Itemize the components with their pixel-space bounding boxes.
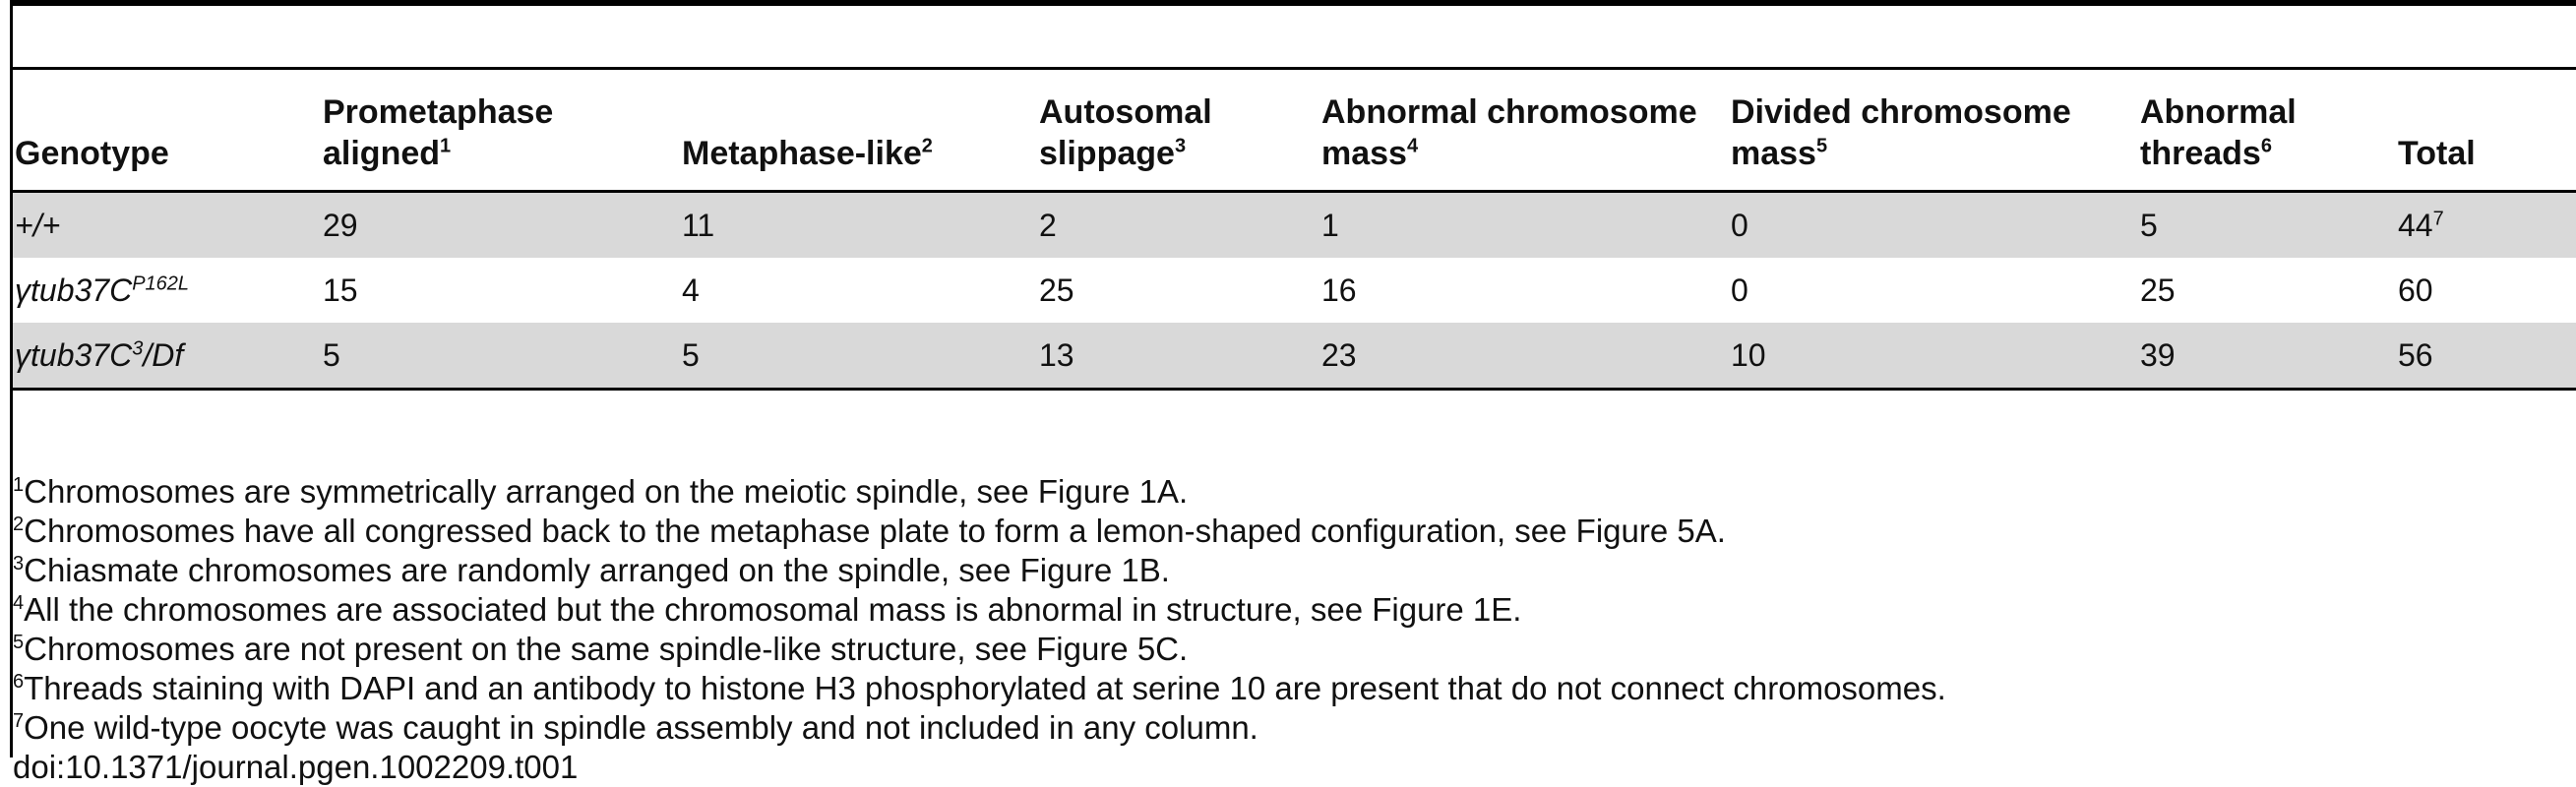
col-header-abnormal-mass: Abnormal chromosome mass$^4$: [1321, 93, 1697, 172]
col-header-total: Total: [2398, 135, 2476, 172]
value-cell: 5: [321, 323, 680, 390]
value-cell: 15: [323, 272, 358, 308]
footnote: $^3$Chiasmate chromosomes are randomly arranged on the spindle, see Figure 1B.: [13, 552, 1170, 588]
table-top-rule: [10, 0, 2576, 6]
value-cell: 0: [1729, 192, 2138, 259]
genotype-cell: $\gamma tub37C^{P162L}$: [15, 272, 190, 308]
col-header-genotype: Genotype: [15, 135, 169, 172]
value-cell: 25: [1039, 272, 1074, 308]
footnote: $^7$One wild-type oocyte was caught in spindle assembly and not included in any column.: [13, 709, 1258, 746]
value-cell: 4: [682, 272, 700, 308]
value-cell: 2: [1037, 192, 1319, 259]
value-cell: 13: [1037, 323, 1319, 390]
value-cell: 5: [2138, 192, 2396, 259]
header-row: [13, 69, 2576, 192]
value-cell: 1: [1319, 192, 1729, 259]
value-cell: 29: [321, 192, 680, 259]
table-row: [13, 323, 2576, 390]
value-cell: 23: [1319, 323, 1729, 390]
total-cell: 60: [2398, 272, 2433, 308]
footnote: $^5$Chromosomes are not present on the same spindle-like structure, see Figure 5C.: [13, 631, 1189, 667]
value-cell: 5: [680, 323, 1037, 390]
data-table-container: [13, 67, 2576, 391]
col-header-metaphase-like: Metaphase-like$^2$: [682, 135, 933, 172]
col-header-divided-mass: Divided chromosome mass$^5$: [1731, 93, 2071, 172]
table-row: [13, 192, 2576, 259]
footnote: $^1$Chromosomes are symmetrically arranged on the meiotic spindle, see Figure 1A.: [13, 473, 1189, 510]
col-header-prometaphase: Prometaphase aligned$^1$: [323, 93, 554, 172]
value-cell: 16: [1321, 272, 1357, 308]
value-cell: 25: [2140, 272, 2176, 308]
data-table: [13, 67, 2576, 391]
value-cell: 11: [680, 192, 1037, 259]
footnote: $^4$All the chromosomes are associated but the chromosomal mass is abnormal in structure, see Figure 1E.: [13, 591, 1522, 628]
genotype-cell: +/+: [13, 192, 321, 259]
col-header-autosomal-slippage: Autosomal slippage$^3$: [1039, 93, 1212, 172]
table-row: [13, 258, 2576, 323]
doi-link[interactable]: doi:10.1371/journal.pgen.1002209.t001: [13, 749, 579, 785]
value-cell: 39: [2138, 323, 2396, 390]
footnote: $^6$Threads staining with DAPI and an antibody to histone H3 phosphorylated at serine 10 are present that do not connect chromosomes.: [13, 670, 1946, 706]
table-footnotes: [13, 472, 2571, 787]
genotype-cell: $\gamma tub37C^3/Df$: [13, 323, 321, 390]
total-cell: 56: [2396, 323, 2576, 390]
value-cell: 10: [1729, 323, 2138, 390]
total-cell: $44^7$: [2396, 192, 2576, 259]
footnote: $^2$Chromosomes have all congressed back to the metaphase plate to form a lemon-shaped configuration, see Figure 5A.: [13, 513, 1726, 549]
col-header-abnormal-threads: Abnormal threads$^6$: [2140, 93, 2297, 172]
value-cell: 0: [1731, 272, 1748, 308]
